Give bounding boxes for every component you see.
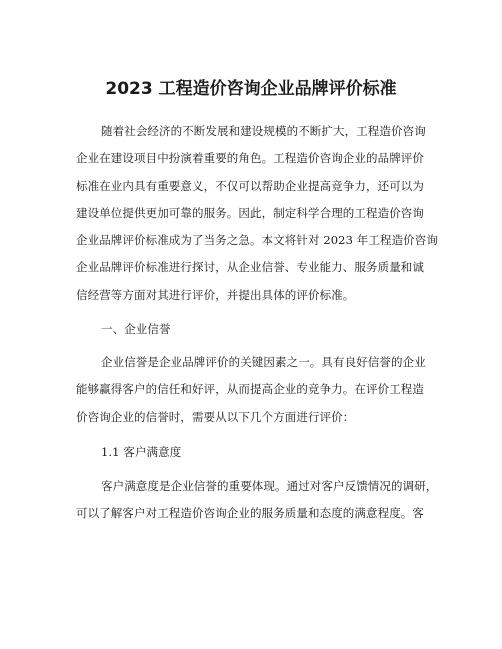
paragraph-line: 企业品牌评价标准进行探讨，从企业信誉、专业能力、服务质量和诚	[76, 260, 424, 274]
section-heading: 一、企业信誉	[101, 322, 171, 336]
paragraph-line: 随着社会经济的不断发展和建设规模的不断扩大，工程造价咨询	[101, 124, 426, 138]
paragraph-line: 标准在业内具有重要意义，不仅可以帮助企业提高竞争力，还可以为	[76, 179, 424, 193]
paragraph-line: 企业在建设项目中扮演着重要的角色。工程造价咨询企业的品牌评价	[76, 151, 424, 165]
subsection-heading: 1.1 客户满意度	[101, 445, 182, 459]
paragraph-line: 企业信誉是企业品牌评价的关键因素之一。具有良好信誉的企业	[101, 355, 426, 369]
paragraph-line: 客户满意度是企业信誉的重要体现。通过对客户反馈情况的调研，	[101, 479, 438, 493]
paragraph-line: 能够赢得客户的信任和好评，从而提高企业的竞争力。在评价工程造	[76, 382, 424, 396]
paragraph-line: 价咨询企业的信誉时，需要从以下几个方面进行评价：	[76, 410, 355, 424]
paragraph-line: 企业品牌评价标准成为了当务之急。本文将针对 2023 年工程造价咨询	[76, 233, 438, 247]
paragraph-line: 可以了解客户对工程造价咨询企业的服务质量和态度的满意程度。客	[76, 506, 424, 520]
paragraph-line: 信经营等方面对其进行评价，并提出具体的评价标准。	[76, 288, 355, 302]
document-title: 2023 工程造价咨询企业品牌评价标准	[105, 79, 397, 99]
paragraph-line: 建设单位提供更加可靠的服务。因此，制定科学合理的工程造价咨询	[76, 206, 424, 220]
